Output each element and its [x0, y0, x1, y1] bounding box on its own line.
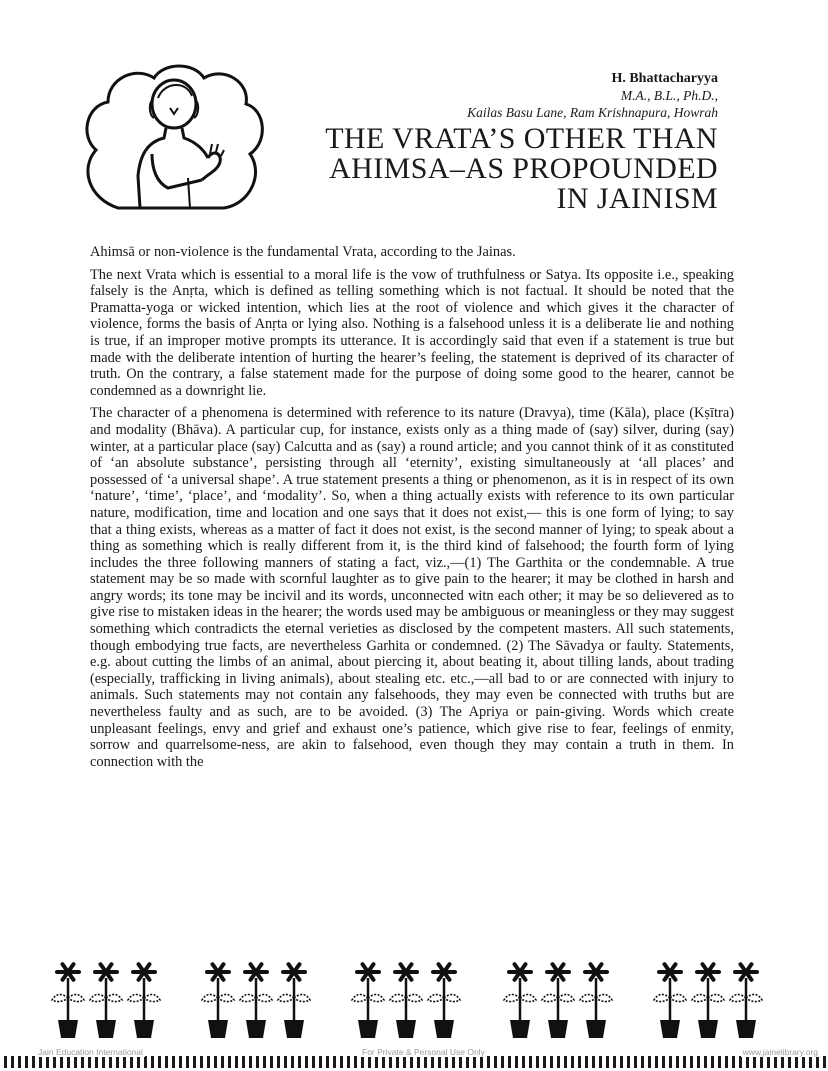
- paragraph: Ahimsā or non-violence is the fundamental Vrata, according to the Jainas.: [90, 244, 516, 260]
- flower-pot-icon: [240, 964, 272, 1038]
- paragraph: The next Vrata which is essential to a moral life is the vow of truthfulness or Satya. Its opposite i.e., speaking falsely is the Anṛta, which is defined as telling something which is not factual. It should be noted that the Pramatta-yoga or wicked intention, which lies at the root of violence and which gives it the character of violence, forms the basis of Anṛta or lying also. Nothing is a falsehood unless it is a deliberate lie and nothing is true, if an improper motive prompts its utterance. It is accordingly said that even if a statement is true but made with the deliberate intention of hurting the hearer’s feeling, the statement is deprived of its character of truth. On the contrary, a false statement made for the purpose of doing some good to the hearer, cannot be condemned as a downright lie.: [90, 266, 734, 399]
- flower-pot-icon: [692, 964, 724, 1038]
- title-line: AHIMSA–AS PROPOUNDED: [329, 152, 718, 185]
- flower-pot-icon: [654, 964, 686, 1038]
- flower-pot-icon: [52, 964, 84, 1038]
- article-title: [325, 124, 718, 214]
- flower-pot-icon: [278, 964, 310, 1038]
- flower-pot-icon: [542, 964, 574, 1038]
- footer-left: Jain Education International: [38, 1047, 143, 1057]
- author-degrees: M.A., B.L., Ph.D.,: [620, 88, 718, 103]
- footer-right: www.jainelibrary.org: [742, 1047, 818, 1057]
- flower-pot-icon: [202, 964, 234, 1038]
- author-name: H. Bhattacharyya: [611, 71, 718, 86]
- flower-pot-icon: [504, 964, 536, 1038]
- article-body: [90, 244, 734, 776]
- meditating-figure-logo: [78, 58, 264, 224]
- title-line: IN JAINISM: [556, 182, 718, 215]
- flower-pot-icon: [428, 964, 460, 1038]
- flower-pot-icon: [90, 964, 122, 1038]
- title-line: THE VRATA’S OTHER THAN: [325, 122, 718, 155]
- paragraph: The character of a phenomena is determined with reference to its nature (Dravya), time (Kāla), place (Kṣītra) and modality (Bhāva). A particular cup, for instance, exists only as a thing made of (say) silver, during (say) winter, at a particular place (say) Calcutta and as (say) a round article; and you cannot think of it as constituted of ‘an absolute substance’, persisting through all ‘eternity’, existing simultaneously at ‘all places’ and possessed of ‘a universal shape’. A true statement presents a thing or phenomenon, as it is in respect of its own ‘nature’, ‘time’, ‘place’, and ‘modality’. So, when a thing actually exists with reference to its own particular nature, modification, time and location and one says that it does not exist,— this is one form of lying; to say that a thing exists, whereas as a matter of fact it does not exist, is the second manner of lying; to speak about a thing as something which is really different from it, is the third kind of falsehood; the fourth form of lying includes the three following manners of stating a fact, viz.,—(1) The Garthita or the condemnable. A true statement may be so made with scornful laughter as to give pain to the hearer; it may be clothed in harsh and angry words; its tone may be incivil and its words, unconnected witn each other; it may be so delievered as to give rise to mistaken ideas in the hearer; the words used may be ambiguous or meaningless or they may suggest something which contradicts the eternal verieties as disclosed by the competent masters. All such statements, though embodying true facts, are nevertheless Garhita or condemned. (2) The Sāvadya or faulty. Statements, e.g. about cutting the limbs of an animal, about piercing it, about beating it, about tilling lands, about trading (especially, trafficking in living animals), about stealing etc. etc.,—all bad to or are connected with injury to animals. Such statements may not contain any falsehoods, they may even be connected with truths but are nevertheless faulty and as such, are to be avoided. (3) The Apriya or pain-giving. Words which create unpleasant feelings, envy and grief and exhaust one’s patience, which give rise to fear, feelings of enmity, sorrow and quarrelsome-ness, are akin to falsehood, even though they may contain a truth in them. In connection with the: [90, 405, 734, 770]
- flower-pot-border: [50, 958, 780, 1048]
- author-block: [467, 70, 718, 121]
- flower-pot-icon: [390, 964, 422, 1038]
- flower-pot-icon: [128, 964, 160, 1038]
- author-address: Kailas Basu Lane, Ram Krishnapura, Howrah: [467, 105, 718, 120]
- flower-pot-icon: [580, 964, 612, 1038]
- footer-middle: For Private & Personal Use Only: [362, 1047, 485, 1057]
- flower-pot-icon: [730, 964, 762, 1038]
- flower-pot-icon: [352, 964, 384, 1038]
